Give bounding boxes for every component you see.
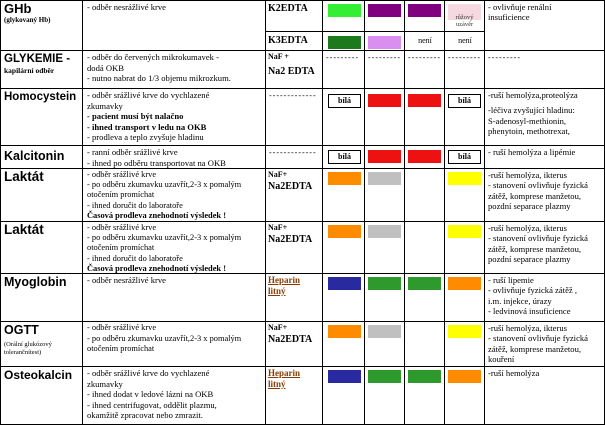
- white-cap-label: bílá: [448, 150, 481, 164]
- test-subtitle: (glykovaný Hb): [4, 16, 51, 24]
- test-name: Laktát: [4, 169, 44, 184]
- table-row-laktat: [0, 168, 605, 222]
- instructions: - odběr srážlivé krve - po odběru zkumavku uzavřít,2-3 x pomalým otočením promíchat: [82, 322, 265, 367]
- test-name: Laktát: [4, 222, 44, 237]
- notes: -ruší hemolýza, ikterus - stanovení ovlivňuje fyzická zátěž, komprese manžetou, pozdní separace plazmy: [484, 222, 605, 274]
- cap-color-swatch: [408, 150, 441, 163]
- tube-type: NaF + Na2 EDTA: [265, 51, 322, 89]
- test-name: Osteokalcin: [4, 368, 73, 382]
- table-row-ghb: [0, 0, 605, 51]
- table-row-glykemie: GLYKEMIE - kapilární odběr - odběr do červených mikrokumavek - dodá OKB - nutno nabrat do 1/3 objemu mikrozkum. NaF + Na2 EDTA --------- --------- --------- --------- ---------: [0, 50, 605, 89]
- cap-color-swatch: [368, 325, 401, 338]
- notes: -ruší hemolýza: [484, 367, 605, 424]
- test-subtitle: (Orální glukózový tolerančnítest): [4, 341, 52, 356]
- table-row-osteokalcin: [0, 366, 605, 425]
- cap-color-swatch: [328, 277, 361, 290]
- cap-color-swatch: [328, 325, 361, 338]
- cap-color-swatch: [328, 225, 361, 238]
- test-subtitle: kapilární odběr: [4, 66, 55, 75]
- notes: -ruší hemolýza, ikterus - stanovení ovlivňuje fyzická zátěž, komprese manžetou, kouření: [484, 322, 605, 367]
- notes: -ruší hemolýza,proteolýza -léčiva zvyšující hladinu: S-adenosyl-methionin, phenytoin, methotrexat,: [484, 89, 605, 146]
- cap-color-swatch: [328, 370, 361, 383]
- instructions: - odběr srážlivé krve do vychlazené zkumavky - pacient musí být nalačno - ihned transport v ledu na OKB - prodleva a teplo zvyšuje hladinu: [82, 89, 265, 146]
- cap-color-swatch: [448, 277, 481, 290]
- tube-type: NaF+ Na2EDTA: [265, 169, 322, 222]
- not-available-text: není: [418, 36, 432, 45]
- instructions: - ranní odběr srážlivé krve - ihned po odběru transportovat na OKB: [82, 146, 265, 169]
- tube-type: NaF+ Na2EDTA: [265, 222, 322, 274]
- cap-color-swatch: [368, 150, 401, 163]
- tube-type: NaF+ Na2EDTA: [265, 322, 322, 367]
- cap-color-swatch: [368, 4, 401, 17]
- instructions: - odběr srážlivé krve do vychlazené zkumavky - ihned dodat v ledové lázni na OKB - ihned centrifugovat, oddělit plazmu, okamžitě zpracovat nebo zmrazit.: [82, 367, 265, 424]
- cap-color-swatch: [408, 4, 441, 17]
- not-available-text: není: [458, 36, 472, 45]
- cap-color-swatch: [328, 172, 361, 185]
- tiny-cap-label: růžový uzávěr: [455, 14, 474, 28]
- tube-type: Heparin litný: [265, 274, 322, 322]
- cap-color-swatch: [368, 277, 401, 290]
- notes: - ovlivňuje renální insuficience: [484, 1, 605, 51]
- table-row-myoglobin: [0, 273, 605, 322]
- instructions: - odběr srážlivé krve - po odběru zkumavku uzavřít,2-3 x pomalým otočením promíchat - ihned doručit do laboratoře Časová prodleva znehodnotí výsledek !: [82, 169, 265, 222]
- test-name: GHb: [4, 1, 32, 16]
- test-name: Kalcitonin: [4, 149, 65, 163]
- cap-color-swatch: [328, 4, 361, 17]
- cap-color-swatch: [448, 325, 481, 338]
- table-row-ogtt: [0, 321, 605, 367]
- table-row-laktat: [0, 221, 605, 274]
- white-cap-label: bílá: [328, 94, 361, 108]
- notes: -ruší hemolýza, ikterus - stanovení ovlivňuje fyzická zátěž, komprese manžetou, pozdní separace plazmy: [484, 169, 605, 222]
- tube-type: K2EDTA K3EDTA: [265, 1, 322, 51]
- instructions: - odběr nesrážlivé krve: [82, 274, 265, 322]
- tube-type: Heparin litný: [265, 367, 322, 424]
- test-name: OGTT: [4, 323, 39, 337]
- cap-color-swatch: [448, 172, 481, 185]
- cap-color-swatch: [368, 94, 401, 107]
- notes: - ruší hemolýza a lipémie: [484, 146, 605, 169]
- cap-color-swatch: [408, 94, 441, 107]
- cap-color-swatch: [328, 36, 361, 49]
- cap-color-swatch: [408, 277, 441, 290]
- cap-color-swatch: [368, 36, 401, 49]
- cap-color-swatch: [448, 225, 481, 238]
- cap-color-swatch: [408, 370, 441, 383]
- instructions: - odběr do červených mikrokumavek - dodá OKB - nutno nabrat do 1/3 objemu mikrozkum.: [82, 51, 265, 89]
- cap-color-swatch: [448, 370, 481, 383]
- white-cap-label: bílá: [448, 94, 481, 108]
- table-row-homocystein: Homocystein - odběr srážlivé krve do vychlazené zkumavky - pacient musí být nalačno - ihned transport v ledu na OKB - prodleva a teplo zvyšuje hladinu ------------- bílá bílá -ruší hemolýza,proteolýza -léčiva zvyšující hladinu: S-adenosyl-methionin, phenytoin, methotrexat,: [0, 88, 605, 146]
- instructions: - odběr nesrážlivé krve: [82, 1, 265, 51]
- cap-color-swatch: [368, 172, 401, 185]
- cap-color-swatch: [368, 225, 401, 238]
- table-row-kalcitonin: Kalcitonin - ranní odběr srážlivé krve - ihned po odběru transportovat na OKB ------------- bílá bílá - ruší hemolýza a lipémie: [0, 145, 605, 169]
- white-cap-label: bílá: [328, 150, 361, 164]
- test-name: GLYKEMIE -: [4, 53, 71, 65]
- notes: - ruší lipemie - ovlivňuje fyzická zátěž , i.m. injekce, úrazy - ledvinová insuficience: [484, 274, 605, 322]
- instructions: - odběr srážlivé krve - po odběru zkumavku uzavřít,2-3 x pomalým otočením promíchat - ihned doručit do laboratoře Časová prodleva znehodnotí výsledek !: [82, 222, 265, 274]
- test-name: Myoglobin: [4, 275, 67, 289]
- test-name: Homocystein: [4, 91, 77, 103]
- cap-color-swatch: [368, 370, 401, 383]
